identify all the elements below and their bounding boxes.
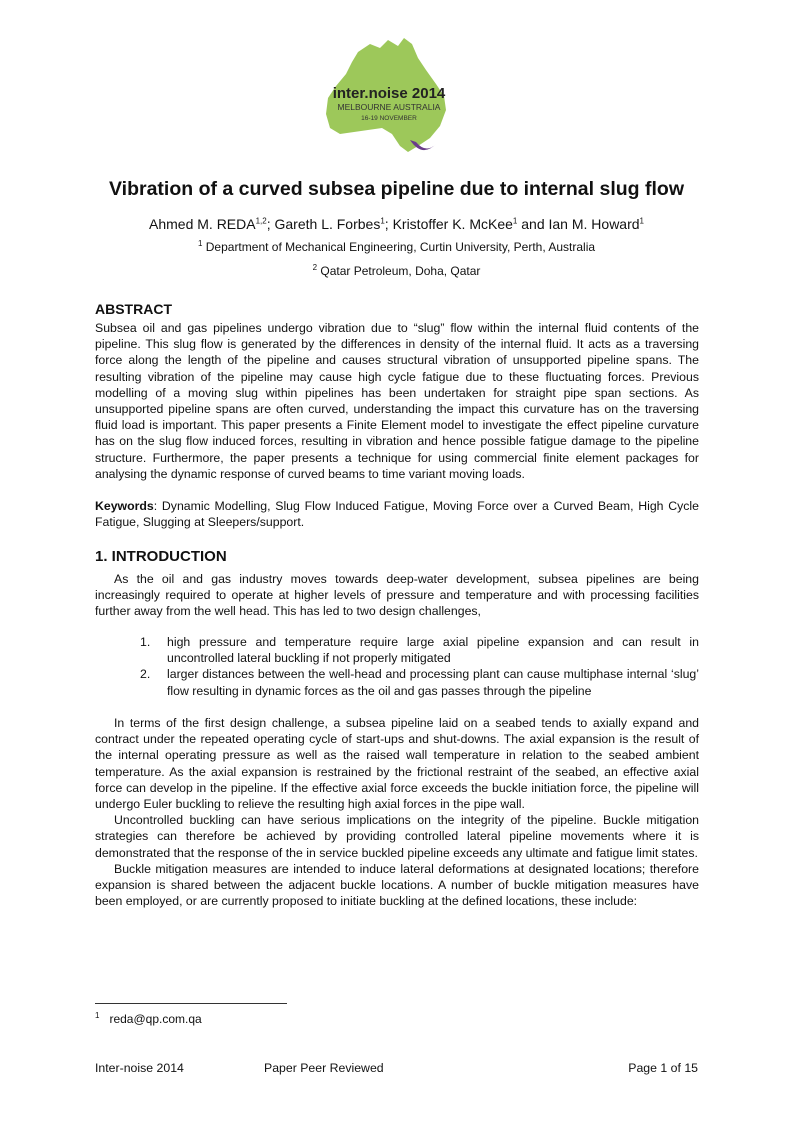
footer-page-number: Page 1 of 15 [628,1061,698,1075]
section-heading-introduction: 1. INTRODUCTION [95,548,227,565]
intro-paragraph-3: Uncontrolled buckling can have serious implications on the integrity of the pipeline. Buckle mitigation strategies can therefore be achieved by providing controlled lateral pipeline movements where it is demonstrated that the response of the in service buckled pipeline exceeds any ultimate and fatigue limit states. [95,813,699,860]
intro-paragraph-2: In terms of the first design challenge, a subsea pipeline laid on a seabed tends to axially expand and contract under the repeated operating cycle of start-ups and shut-downs. The axial expansion is the result of the internal operating pressure as well as the raised wall temperature in relation to the seabed ambient temperature. As the axial expansion is restrained by the frictional restraint of the seabed, an effective axial force can develop in the pipeline. If the effective axial force exceeds the buckle initiation force, the pipeline will undergo Euler buckling to relieve the resulting high axial forces in the pipe wall. [95,716,699,812]
abstract-text: Subsea oil and gas pipelines undergo vibration due to “slug” flow within the internal fluid contents of the pipeline. This slug flow is generated by the differences in density of the internal fluid. It acts as a traversing force along the length of the pipeline and causes structural vibration of unsupported pipeline spans. The resulting vibration of the pipeline may cause high cycle fatigue due to these fluctuating forces. Previous modelling of a moving slug within pipelines has been undertaken for straight pipe span sections. As unsupported pipeline spans are often curved, understanding the impact this curvature has on the traversing fluid load is important. This paper presents a Finite Element model to investigate the effect pipeline curvature has on the slug flow induced forces, resulting in vibration and hence possible fatigue damage to the pipeline structure. Furthermore, the paper presents a technique for using commercial finite element packages for analysing the dynamic response of curved beams to time variant moving loads. [95,321,699,481]
author: Gareth L. Forbes$^1$; [274,216,393,232]
author: Kristoffer K. McKee$^1$ and [392,216,549,232]
intro-paragraph-4: Buckle mitigation measures are intended to induce lateral deformations at designated locations; therefore expansion is shared between the adjacent buckle locations. A number of buckle mitigation measures have been employed, or are currently proposed to initiate buckling at the defined locations, these include: [95,861,699,909]
footer-conference: Inter-noise 2014 [95,1061,184,1075]
affiliation-2: $^2$ Qatar Petroleum, Doha, Qatar [312,263,481,278]
logo-line-1: inter.noise 2014 [332,85,446,102]
logo-line-2: MELBOURNE AUSTRALIA [337,102,441,112]
keywords [95,498,699,530]
footnote-email: reda@qp.com.qa [109,1012,202,1026]
abstract-heading: ABSTRACT [95,301,172,317]
intro-paragraph-1: As the oil and gas industry moves towards deep-water development, subsea pipelines are being increasingly required to operate at higher levels of pressure and temperature and with processing facilities further away from the well head. This has led to two design challenges, [95,572,699,619]
footer-review-status: Paper Peer Reviewed [264,1061,384,1075]
challenge-list [140,634,699,699]
list-item: 2. larger distances between the well-head and processing plant can cause multiphase internal ‘slug’ flow resulting in dynamic forces as the oil and gas passes through the pipeline [140,667,699,698]
author-list [0,216,793,232]
intro-body [95,715,699,909]
keywords-label: Keywords [95,499,154,513]
footnote-rule [95,1003,287,1004]
logo-line-3: 16-19 NOVEMBER [361,115,417,122]
paper-title: Vibration of a curved subsea pipeline due to internal slug flow [109,178,684,200]
conference-logo [318,34,460,166]
author: Ian M. Howard$^1$ [548,216,644,232]
keywords-text: : Dynamic Modelling, Slug Flow Induced Fatigue, Moving Force over a Curved Beam, High Cycle Fatigue, Slugging at Sleepers/support. [95,499,699,530]
affiliation-1: $^1$ Department of Mechanical Engineering, Curtin University, Perth, Australia [197,239,596,254]
list-item: 1. high pressure and temperature require large axial pipeline expansion and can result in uncontrolled lateral buckling if not properly mitigated [140,635,699,666]
footnote: $^1$ reda@qp.com.qa [95,1011,202,1026]
author: Ahmed M. REDA$^{1,2}$; [149,216,275,232]
